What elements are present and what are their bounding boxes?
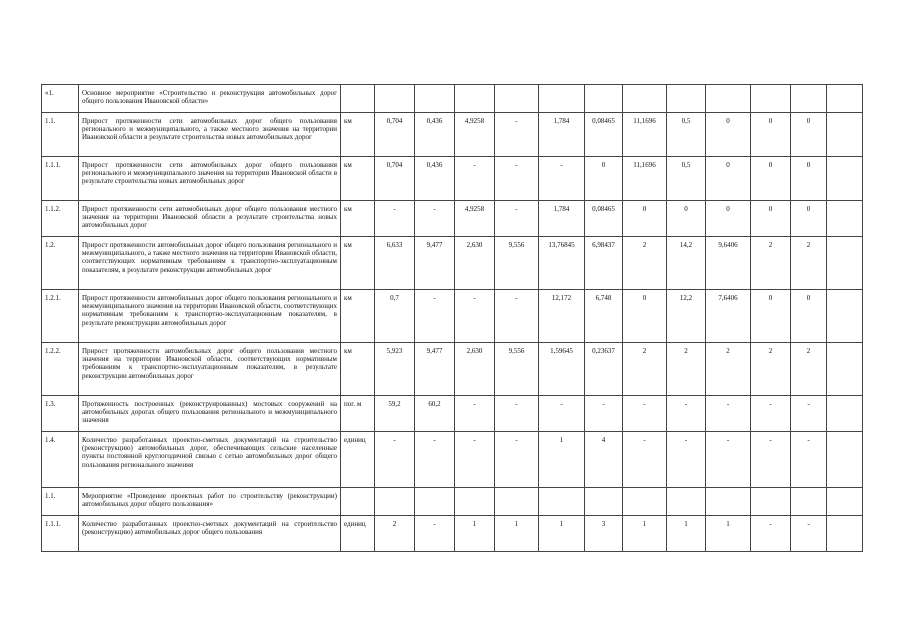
unit-cell bbox=[341, 85, 375, 113]
value-cell bbox=[623, 488, 667, 516]
value-cell bbox=[706, 85, 751, 113]
value-cell: 7,6406 bbox=[706, 290, 751, 343]
value-cell: - bbox=[539, 157, 585, 201]
value-cell: - bbox=[791, 432, 827, 488]
value-cell: 13,76845 bbox=[539, 237, 585, 290]
value-cell: 14,2 bbox=[667, 237, 706, 290]
value-cell bbox=[667, 488, 706, 516]
value-cell: - bbox=[415, 516, 455, 552]
value-cell: 0 bbox=[751, 290, 791, 343]
indicator-name: Прирост протяженности сети автомобильных дорог общего пользования местного значения на территории Ивановской области в результате строительства новых автомобильных дорог bbox=[79, 201, 341, 237]
unit-cell: км bbox=[341, 290, 375, 343]
indicator-name: Прирост протяженности автомобильных дорог общего пользования местного значения на территории Ивановской области, соответствующих нормативным требованиям к транспортно-эксплуатационным показателям, в результате реконструкции автомобильных дорог bbox=[79, 343, 341, 396]
value-cell: - bbox=[495, 157, 539, 201]
indicators-table bbox=[41, 84, 863, 552]
value-cell bbox=[375, 85, 415, 113]
value-cell: 0 bbox=[667, 201, 706, 237]
value-cell: 0 bbox=[706, 113, 751, 157]
value-cell: 0 bbox=[623, 201, 667, 237]
value-cell: - bbox=[375, 432, 415, 488]
value-cell bbox=[791, 85, 827, 113]
value-cell: 0 bbox=[623, 290, 667, 343]
value-cell: - bbox=[706, 396, 751, 432]
value-cell: - bbox=[375, 201, 415, 237]
value-cell bbox=[495, 85, 539, 113]
unit-cell: единиц bbox=[341, 516, 375, 552]
value-cell bbox=[827, 157, 863, 201]
table-row bbox=[42, 201, 863, 237]
value-cell: - bbox=[415, 432, 455, 488]
value-cell: 0 bbox=[751, 113, 791, 157]
value-cell bbox=[827, 113, 863, 157]
unit-cell: единиц bbox=[341, 432, 375, 488]
value-cell: - bbox=[751, 516, 791, 552]
row-number: 1.1.1. bbox=[42, 157, 79, 201]
row-number: 1.1.2. bbox=[42, 201, 79, 237]
value-cell: - bbox=[751, 396, 791, 432]
value-cell: - bbox=[623, 432, 667, 488]
value-cell bbox=[623, 85, 667, 113]
value-cell bbox=[415, 488, 455, 516]
value-cell: 4,9258 bbox=[455, 201, 495, 237]
table-row bbox=[42, 432, 863, 488]
value-cell: - bbox=[706, 432, 751, 488]
row-number: 1.4. bbox=[42, 432, 79, 488]
row-number: 1.1.1. bbox=[42, 516, 79, 552]
indicator-name: Прирост протяженности автомобильных дорог общего пользования регионального и межмуниципального, а также местного значения на территории Ивановской области, соответствующих нормативным требованиям к транспортно-эксплуатационным показателям, в результате реконструкции автомобильных дорог bbox=[79, 237, 341, 290]
value-cell: 2 bbox=[623, 237, 667, 290]
indicator-name: Количество разработанных проектно-сметных документаций на строительство (реконструкцию) автомобильных дорог общего пользования bbox=[79, 516, 341, 552]
value-cell: 2 bbox=[706, 343, 751, 396]
indicator-name: Основное мероприятие «Строительство и реконструкция автомобильных дорог общего пользования Ивановской области» bbox=[79, 85, 341, 113]
value-cell: 6,748 bbox=[585, 290, 623, 343]
indicator-name: Мероприятие «Проведение проектных работ по строительству (реконструкции) автомобильных дорог общего пользования» bbox=[79, 488, 341, 516]
value-cell: 1 bbox=[495, 516, 539, 552]
value-cell: 3 bbox=[585, 516, 623, 552]
value-cell: 0,436 bbox=[415, 157, 455, 201]
value-cell: 9,556 bbox=[495, 237, 539, 290]
value-cell: 11,1696 bbox=[623, 113, 667, 157]
value-cell: 2 bbox=[623, 343, 667, 396]
value-cell bbox=[495, 488, 539, 516]
value-cell: - bbox=[495, 290, 539, 343]
table-row bbox=[42, 113, 863, 157]
value-cell: 2 bbox=[791, 343, 827, 396]
value-cell: - bbox=[415, 201, 455, 237]
value-cell bbox=[751, 488, 791, 516]
value-cell: 5,923 bbox=[375, 343, 415, 396]
value-cell bbox=[415, 85, 455, 113]
value-cell bbox=[706, 488, 751, 516]
value-cell: 4,9258 bbox=[455, 113, 495, 157]
unit-cell: км bbox=[341, 113, 375, 157]
value-cell bbox=[585, 488, 623, 516]
value-cell: 2,630 bbox=[455, 237, 495, 290]
value-cell: 0 bbox=[706, 157, 751, 201]
value-cell: 59,2 bbox=[375, 396, 415, 432]
row-number: 1.2. bbox=[42, 237, 79, 290]
value-cell: 1,59645 bbox=[539, 343, 585, 396]
value-cell: 12,2 bbox=[667, 290, 706, 343]
value-cell bbox=[827, 432, 863, 488]
indicator-name: Количество разработанных проектно-сметных документаций на строительство (реконструкцию) автомобильных дорог, обеспечивающих сельские населенные пункты постоянной круглогодичной связью с сетью автомобильных дорог общего пользования регионального значения bbox=[79, 432, 341, 488]
value-cell bbox=[827, 488, 863, 516]
value-cell bbox=[827, 237, 863, 290]
value-cell bbox=[791, 488, 827, 516]
value-cell: 1 bbox=[667, 516, 706, 552]
value-cell: - bbox=[455, 432, 495, 488]
value-cell: 4 bbox=[585, 432, 623, 488]
value-cell: - bbox=[495, 113, 539, 157]
table-row bbox=[42, 157, 863, 201]
table-row bbox=[42, 237, 863, 290]
value-cell: 1,784 bbox=[539, 201, 585, 237]
value-cell: 1 bbox=[706, 516, 751, 552]
unit-cell: км bbox=[341, 343, 375, 396]
value-cell: 0 bbox=[585, 157, 623, 201]
value-cell: - bbox=[455, 290, 495, 343]
indicator-name: Прирост протяженности автомобильных дорог общего пользования регионального и межмуниципального значения на территории Ивановской области, соответствующих нормативным требованиям к транспортно-эксплуатационным показателям, в результате реконструкции автомобильных дорог bbox=[79, 290, 341, 343]
value-cell: - bbox=[667, 432, 706, 488]
value-cell: 1 bbox=[539, 432, 585, 488]
value-cell: 0 bbox=[791, 157, 827, 201]
value-cell: - bbox=[495, 432, 539, 488]
value-cell bbox=[667, 85, 706, 113]
unit-cell: км bbox=[341, 201, 375, 237]
indicator-name: Прирост протяженности сети автомобильных дорог общего пользования регионального и межмуниципального, а также местного значения на территории Ивановской области в результате строительства новых автомобильных дорог bbox=[79, 113, 341, 157]
value-cell: 0,5 bbox=[667, 157, 706, 201]
value-cell: 0 bbox=[751, 201, 791, 237]
value-cell: 0 bbox=[791, 201, 827, 237]
value-cell bbox=[585, 85, 623, 113]
value-cell: 9,6406 bbox=[706, 237, 751, 290]
value-cell: 0,704 bbox=[375, 113, 415, 157]
value-cell: 6,98437 bbox=[585, 237, 623, 290]
unit-cell: км bbox=[341, 237, 375, 290]
value-cell bbox=[539, 85, 585, 113]
value-cell: 60,2 bbox=[415, 396, 455, 432]
row-number: «1. bbox=[42, 85, 79, 113]
value-cell: 0,08465 bbox=[585, 113, 623, 157]
row-number: 1.1. bbox=[42, 113, 79, 157]
value-cell: 12,172 bbox=[539, 290, 585, 343]
value-cell: 1 bbox=[455, 516, 495, 552]
value-cell: - bbox=[667, 396, 706, 432]
value-cell: 2,630 bbox=[455, 343, 495, 396]
value-cell: - bbox=[495, 396, 539, 432]
table-row bbox=[42, 516, 863, 552]
value-cell: 2 bbox=[751, 237, 791, 290]
row-number: 1.2.1. bbox=[42, 290, 79, 343]
value-cell: - bbox=[455, 157, 495, 201]
value-cell bbox=[827, 396, 863, 432]
table-row bbox=[42, 488, 863, 516]
value-cell bbox=[751, 85, 791, 113]
value-cell: 2 bbox=[375, 516, 415, 552]
value-cell: 6,633 bbox=[375, 237, 415, 290]
value-cell bbox=[827, 85, 863, 113]
value-cell: 2 bbox=[791, 237, 827, 290]
value-cell: - bbox=[455, 396, 495, 432]
indicator-name: Прирост протяженности сети автомобильных дорог общего пользования регионального и межмуниципального значения на территории Ивановской области в результате строительства новых автомобильных дорог bbox=[79, 157, 341, 201]
table-row bbox=[42, 343, 863, 396]
row-number: 1.2.2. bbox=[42, 343, 79, 396]
indicator-name: Протяженность построенных (реконструированных) мостовых сооружений на автомобильных дорогах общего пользования регионального и межмуниципального значения bbox=[79, 396, 341, 432]
value-cell: 2 bbox=[751, 343, 791, 396]
unit-cell: км bbox=[341, 157, 375, 201]
value-cell: 0 bbox=[791, 113, 827, 157]
table-row bbox=[42, 85, 863, 113]
value-cell: - bbox=[623, 396, 667, 432]
value-cell: 0 bbox=[791, 290, 827, 343]
value-cell: 0,23637 bbox=[585, 343, 623, 396]
value-cell bbox=[827, 201, 863, 237]
value-cell: - bbox=[495, 201, 539, 237]
value-cell: 1,784 bbox=[539, 113, 585, 157]
value-cell bbox=[539, 488, 585, 516]
table-row bbox=[42, 396, 863, 432]
value-cell: 0 bbox=[751, 157, 791, 201]
value-cell: 0,7 bbox=[375, 290, 415, 343]
value-cell: 0,704 bbox=[375, 157, 415, 201]
value-cell bbox=[455, 85, 495, 113]
value-cell: 0,08465 bbox=[585, 201, 623, 237]
value-cell: 2 bbox=[667, 343, 706, 396]
value-cell bbox=[827, 343, 863, 396]
value-cell: 9,477 bbox=[415, 343, 455, 396]
value-cell: - bbox=[751, 432, 791, 488]
value-cell: 0 bbox=[706, 201, 751, 237]
value-cell: 11,1696 bbox=[623, 157, 667, 201]
value-cell: 1 bbox=[623, 516, 667, 552]
value-cell bbox=[455, 488, 495, 516]
value-cell: 0,5 bbox=[667, 113, 706, 157]
value-cell: - bbox=[791, 396, 827, 432]
table-row bbox=[42, 290, 863, 343]
value-cell: 0,436 bbox=[415, 113, 455, 157]
row-number: 1.3. bbox=[42, 396, 79, 432]
value-cell: 9,477 bbox=[415, 237, 455, 290]
unit-cell: пог. м bbox=[341, 396, 375, 432]
value-cell bbox=[375, 488, 415, 516]
value-cell: 9,556 bbox=[495, 343, 539, 396]
value-cell: - bbox=[585, 396, 623, 432]
row-number: 1.1. bbox=[42, 488, 79, 516]
unit-cell bbox=[341, 488, 375, 516]
value-cell: - bbox=[415, 290, 455, 343]
value-cell: - bbox=[791, 516, 827, 552]
value-cell bbox=[827, 516, 863, 552]
value-cell: - bbox=[539, 396, 585, 432]
value-cell bbox=[827, 290, 863, 343]
value-cell: 1 bbox=[539, 516, 585, 552]
